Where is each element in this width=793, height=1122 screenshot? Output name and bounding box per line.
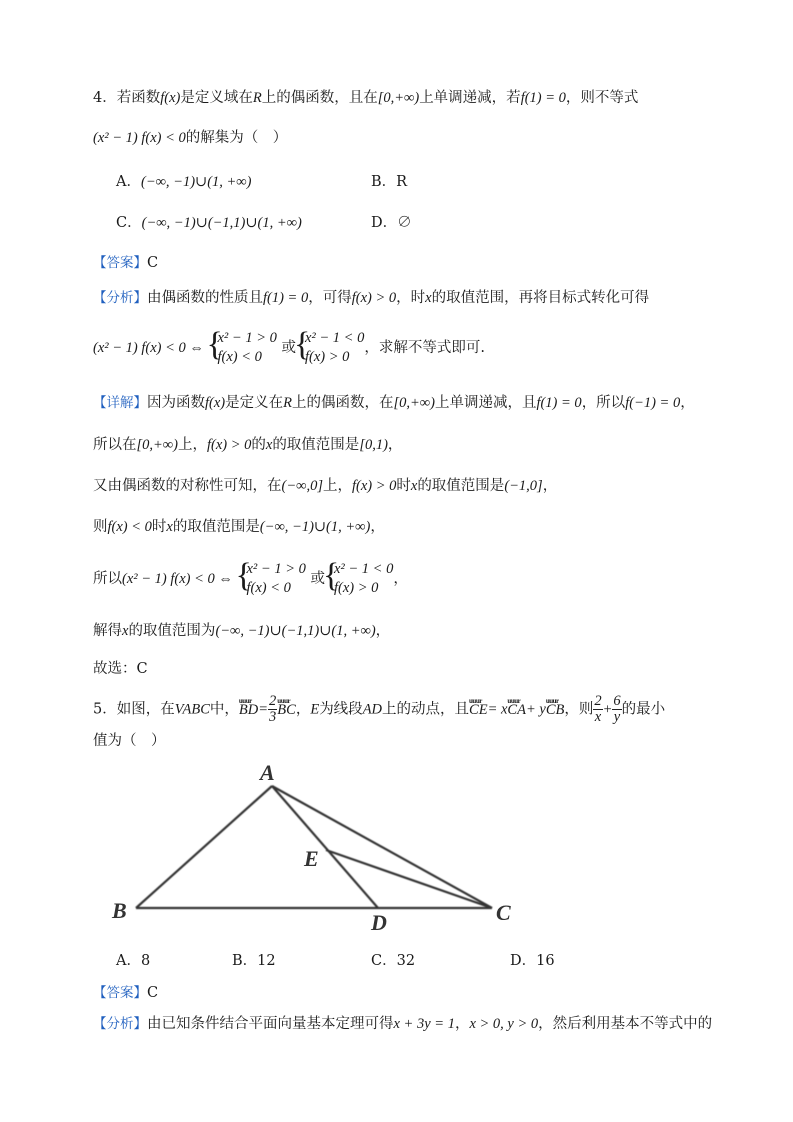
text: 的取值范围是 (172, 519, 260, 535)
text: 故选：C (93, 661, 148, 677)
text: 时 (151, 519, 167, 535)
q4-text: 上单调递减，若 (419, 90, 521, 106)
math: (−∞, −1)∪(−1,1)∪(1, +∞) (215, 623, 376, 639)
denominator: x (594, 709, 602, 725)
answer-tag: 【答案】 (93, 255, 147, 271)
math: x + 3y = 1 (393, 1016, 455, 1032)
text: 解得 (93, 623, 122, 639)
text: 上的动点，且 (382, 701, 470, 718)
fraction-two-thirds (268, 694, 277, 725)
q4-option-a[interactable] (116, 171, 251, 193)
q4-stem-line-2 (93, 127, 287, 149)
point-label-d: D (371, 910, 387, 935)
question-number: 5． (93, 701, 117, 718)
option-label: B． (371, 174, 397, 190)
math: (x² − 1) f(x) < 0 ⇔ (122, 571, 233, 587)
text: 或 (281, 340, 296, 356)
question-number: 4． (93, 90, 117, 106)
q4-text: 若函数 (116, 90, 161, 106)
text: ， (680, 395, 695, 411)
option-label: D． (510, 953, 537, 969)
text: 又由偶函数的对称性可知，在 (93, 478, 282, 494)
math: x (410, 478, 418, 494)
analysis-tag: 【分析】 (93, 1016, 147, 1032)
text: 则 (93, 519, 108, 535)
segment-ec (326, 850, 492, 908)
math: f(x) > 0 (304, 349, 350, 365)
q4-text: 的解集为（ ） (185, 130, 288, 146)
math: [0,+∞) (136, 437, 178, 453)
detail-tag: 【详解】 (93, 395, 147, 411)
q4-option-b[interactable] (371, 171, 407, 193)
q4-detail-line-1 (93, 392, 695, 414)
math: f(1) = 0 (263, 290, 309, 306)
q4-detail-line-3 (93, 475, 557, 497)
text: ，求解不等式即可. (364, 340, 485, 356)
analysis-tag: 【分析】 (93, 290, 147, 306)
option-label: D． (371, 215, 398, 231)
option-label: C． (116, 215, 142, 231)
option-value: R (396, 174, 408, 190)
q4-option-d[interactable] (371, 212, 412, 234)
point-label-a: A (260, 760, 275, 785)
text: 如图，在 (116, 701, 175, 718)
math: VABC (174, 701, 210, 718)
text: 值为（ ） (93, 733, 166, 749)
text: ，然后利用基本不等式中的 (538, 1016, 713, 1032)
option-value: (−∞, −1)∪(−1,1)∪(1, +∞) (141, 215, 302, 231)
text: 时 (396, 478, 411, 494)
math: = x (487, 701, 508, 718)
text: 中， (209, 701, 239, 718)
math-inequality: (x² − 1) f(x) < 0 (93, 130, 186, 146)
q4-answer (93, 252, 158, 274)
vector-bd: uuur BD (239, 695, 258, 725)
math: (x² − 1) f(x) < 0 ⇔ (93, 340, 204, 356)
text: ， (370, 519, 385, 535)
q5-answer (93, 982, 158, 1004)
denominator: 3 (269, 709, 277, 725)
q4-stem-line-1 (93, 87, 638, 109)
text: 上， (177, 437, 207, 453)
point-label-b: B (112, 898, 127, 923)
vector-ca: uuur CA (507, 695, 526, 725)
answer-value: C (147, 985, 159, 1001)
text: ， (375, 623, 391, 639)
text: ，则 (564, 701, 594, 718)
math: E (310, 701, 320, 718)
answer-value: C (147, 255, 159, 271)
text: ，可得 (308, 290, 352, 306)
math: f(−1) = 0 (625, 395, 681, 411)
math: (−∞, −1)∪(1, +∞) (259, 519, 371, 535)
system-brace-4 (325, 560, 393, 598)
math: + y (525, 701, 546, 718)
q4-detail-line-5 (93, 559, 408, 599)
math: { x² − 1 > 0 (217, 330, 277, 346)
option-value: 8 (140, 953, 151, 969)
q5-option-c[interactable] (371, 950, 415, 972)
q4-detail-line-6 (93, 620, 390, 642)
text: 所以 (93, 571, 122, 587)
segment-ad (272, 786, 378, 908)
system-brace-1 (209, 329, 277, 367)
fraction-2-over-x (593, 694, 602, 725)
q5-option-b[interactable] (232, 950, 276, 972)
math: x > 0, y > 0 (469, 1016, 539, 1032)
option-label: A． (116, 953, 141, 969)
text: 因为函数 (147, 395, 205, 411)
math: x (425, 290, 432, 306)
text: 的取值范围是 (417, 478, 505, 494)
text: 由偶函数的性质且 (147, 290, 263, 306)
math: + (602, 701, 613, 718)
text: 或 (310, 571, 325, 587)
point-label-e: E (304, 846, 319, 871)
math: f(x) < 0 (246, 580, 291, 596)
text: 所以在 (93, 437, 137, 453)
math-r: R (252, 90, 262, 106)
text: ，所以 (581, 395, 626, 411)
option-value: 32 (396, 953, 416, 969)
math: { x² − 1 > 0 (246, 561, 306, 577)
math: f(x) > 0 (351, 290, 397, 306)
math-interval: [0,+∞) (377, 90, 420, 106)
option-label: C． (371, 953, 397, 969)
q4-detail-line-4 (93, 516, 385, 538)
math: [0,+∞) (393, 395, 435, 411)
math: x (122, 623, 129, 639)
q4-text: ，则不等式 (565, 90, 639, 106)
text: 是定义在 (225, 395, 284, 411)
q5-stem-line-1 (93, 694, 665, 725)
math: x (166, 519, 173, 535)
q5-analysis-line-1 (93, 1013, 712, 1035)
math: { x² − 1 < 0 (304, 330, 365, 346)
text: 上的偶函数，在 (291, 395, 394, 411)
math: { x² − 1 < 0 (333, 561, 394, 577)
text: 的取值范围，再将目标式转化可得 (431, 290, 650, 306)
q5-option-a[interactable] (116, 950, 150, 972)
fraction-6-over-y (612, 694, 621, 725)
text: 的取值范围为 (128, 623, 216, 639)
text: ， (387, 437, 403, 453)
q4-text: 上的偶函数，且在 (261, 90, 378, 106)
vector-ce: uuur CE (469, 695, 488, 725)
text: 上单调递减，且 (434, 395, 537, 411)
text: 的最小 (621, 701, 666, 718)
text: ， (295, 701, 311, 718)
q4-final-choice (93, 658, 148, 680)
q4-text: 是定义域在 (180, 90, 253, 106)
denominator: y (613, 709, 621, 725)
option-label: B． (232, 953, 258, 969)
point-label-c: C (496, 900, 511, 925)
text: 的取值范围是 (272, 437, 360, 453)
text: ， (542, 478, 558, 494)
q4-analysis-equivalence (93, 328, 485, 368)
math: f(x) < 0 (217, 349, 262, 365)
text: 由已知条件结合平面向量基本定理可得 (147, 1016, 394, 1032)
math: f(1) = 0 (536, 395, 582, 411)
math: f(x) > 0 (206, 437, 252, 453)
q5-option-d[interactable] (510, 950, 555, 972)
text: ， (454, 1016, 470, 1032)
q4-detail-line-2 (93, 434, 402, 456)
vector-cb: uuur CB (546, 695, 565, 725)
math: = (258, 701, 269, 718)
text: 的 (251, 437, 266, 453)
answer-tag: 【答案】 (93, 985, 147, 1001)
segment-ab (136, 786, 272, 908)
q4-analysis-line-1 (93, 287, 649, 309)
text: 上， (322, 478, 352, 494)
math: f(x) < 0 (107, 519, 152, 535)
math: [0,1) (359, 437, 388, 453)
option-value: (−∞, −1)∪(1, +∞) (140, 174, 252, 190)
text: ， (393, 571, 408, 587)
triangle-figure (100, 758, 530, 938)
math: x (265, 437, 273, 453)
text: 为线段 (319, 701, 363, 718)
math-fx: f(x) (160, 90, 181, 106)
math: AD (362, 701, 383, 718)
numerator: 6 (613, 693, 621, 709)
math: f(x) (205, 395, 226, 411)
text: ，时 (396, 290, 426, 306)
system-brace-2 (296, 329, 364, 367)
option-value: 12 (257, 953, 276, 969)
math: (−1,0] (504, 478, 543, 494)
math: f(x) > 0 (333, 580, 379, 596)
q5-stem-line-2 (93, 730, 166, 752)
math-condition: f(1) = 0 (520, 90, 566, 106)
numerator: 2 (269, 693, 277, 709)
vector-bc: uuur BC (277, 695, 296, 725)
math: (−∞,0] (281, 478, 323, 494)
math: R (283, 395, 292, 411)
math: f(x) > 0 (351, 478, 397, 494)
option-label: A． (116, 174, 141, 190)
numerator: 2 (594, 693, 602, 709)
option-value: 16 (536, 953, 555, 969)
system-brace-3 (238, 560, 306, 598)
q4-option-c[interactable] (116, 212, 302, 234)
option-value: ∅ (397, 215, 412, 231)
